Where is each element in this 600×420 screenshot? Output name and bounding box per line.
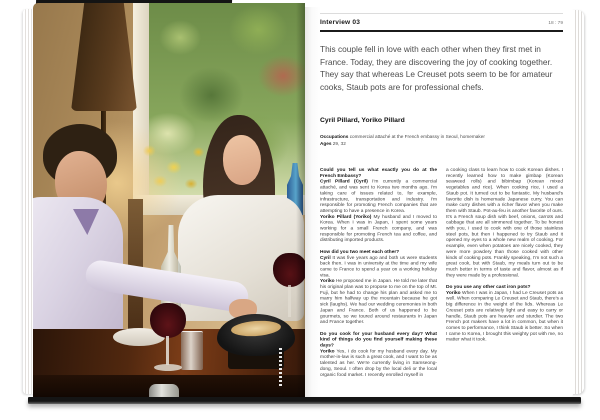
wine-glass-base (154, 364, 182, 371)
wine-glass-stem (166, 336, 169, 365)
interview-answer: Yoriko Pillard (Yoriko) My husband and I moved to Korea. When I was in Japan, I spent some years working for a small French company, and was responsible for promoting French tea and coffee, and distributing imported products. (320, 213, 437, 243)
interview-answer: Cyril It was five years ago and both us were students back then. I was in university at the time and my wife came to France to spend a year on a working holiday visa. (320, 254, 437, 278)
interview-question: Do you use any other cast iron pots? (446, 284, 531, 290)
meta-occupations-label: Occupations (320, 133, 349, 139)
interview-answer: Yoriko When I was in Japan, I had Le Creuset pots as well. When comparing Le Creuset and Staub, there's a big difference in the weight of the lids. Whereas Le Creuset pots are relatively light and easy to carry or handle, Staub pots are heavier and sturdier. The two French pot makers have a lot in common, but when it comes to performance, I think Staub is better. So when I came to Korea, I brought this weighty pot with me, no matter what it took. (446, 289, 563, 343)
meta-occupations (320, 133, 563, 140)
book-bottom-shadow (28, 397, 581, 404)
interview-question: How did you two meet each other? (320, 248, 400, 255)
interview-answer: Yoriko He proposed me in Japan. He told me later that his original plan was to propose to me on the top of Mt. Fuji, but he had to change his plan and asked me to marry him halfway up the mountain because he got sick (laughs). We had our wedding ceremonies in both Japan and France. Both of us happened to be gourmets, so we toured around restaurants in Japan and France together. (320, 278, 437, 325)
right-page (305, 7, 573, 397)
wine-glass (150, 303, 186, 379)
lamp-shade (71, 3, 137, 111)
interview-answer: Cyril Pillard (Cyril) I'm currently a commercial attaché, and was sent to Korea two months ago. I'm taking care of issues related to, for example, infrastructure, transportation and industry. I'm responsible for promoting French companies that are attempting to have a presence in Korea. (320, 178, 437, 214)
interview-answer: a cooking class to learn how to cook Korean dishes. I recently learned how to make gimbap (Korean seaweed rolls) and bibimbap (Korean mixed vegetables and rice). When cooking rice, I used a Staub pot. It turned out to be fantastic. My husband's favorite dish is homemade Japanese curry. You can make curry dishes with a richer flavor when you make them with Staub. Pot-au-feu is another favorite of ours. It's a French soup dish with beef, onions, carrots and cabbage that are all simmered together. To be honest with you, I used to cook with one of those stainless steel pots, but then I happened to try Staub and it opened my eyes to a whole new realm of cooking. For example, even when potatoes are nicely cooked, they were more powdery than those cooked with other kinds of cooking pots. Frankly speaking, I'm not such a great cook, but with Staub, my meals turn out to be much better in terms of taste and flavor, almost as if they were made by a professional. (446, 167, 563, 278)
article-body (320, 133, 563, 378)
interview-question: Could you tell us what exactly you do at the French Embassy? (320, 167, 437, 179)
article-column-right (446, 167, 563, 378)
header-rule (320, 30, 563, 32)
wine-glass-right-stem (288, 285, 291, 317)
section-label: Interview 03 (320, 19, 361, 26)
meta-ages-label: Ages (320, 140, 332, 146)
left-page-photo (33, 3, 305, 399)
interview-question: Do you cook for your husband every day? What kind of things do you find yourself making these days? (320, 330, 437, 349)
article-column-left (320, 167, 437, 378)
woman-face (223, 135, 261, 185)
intro-paragraph: This couple fell in love with each other when they first met in France. Today, they are discovering the joy of cooking together. They say that whereas Le Creuset pots seem to be for amateur cooks, Staub pots are for professional chefs. (320, 44, 553, 92)
wine-glass-bowl (150, 303, 186, 338)
spine-shadow (296, 3, 305, 399)
interview-answer: Yoriko Yes, I do cook for my husband every day. My mother-in-law is such a great cook, and I want to be as talented as her. We're currently living in Samseong-dong, Seoul. I often drop by the local deli or the local organic food market. I recently enrolled myself in (320, 348, 438, 378)
interviewee-names: Cyril Pillard, Yoriko Pillard (320, 117, 405, 124)
meta-ages-value: 29, 32 (331, 140, 346, 146)
article-columns (320, 167, 563, 378)
article-header (320, 19, 563, 26)
photo-caption-strip (279, 348, 282, 386)
article-area (320, 7, 563, 397)
meta-occupations-value: commercial attaché at the French embassy in Seoul, homemaker (348, 133, 485, 139)
page-indicator: 18 : 79 (548, 21, 563, 26)
page-top-hairline (320, 13, 563, 14)
meta-ages (320, 140, 563, 147)
